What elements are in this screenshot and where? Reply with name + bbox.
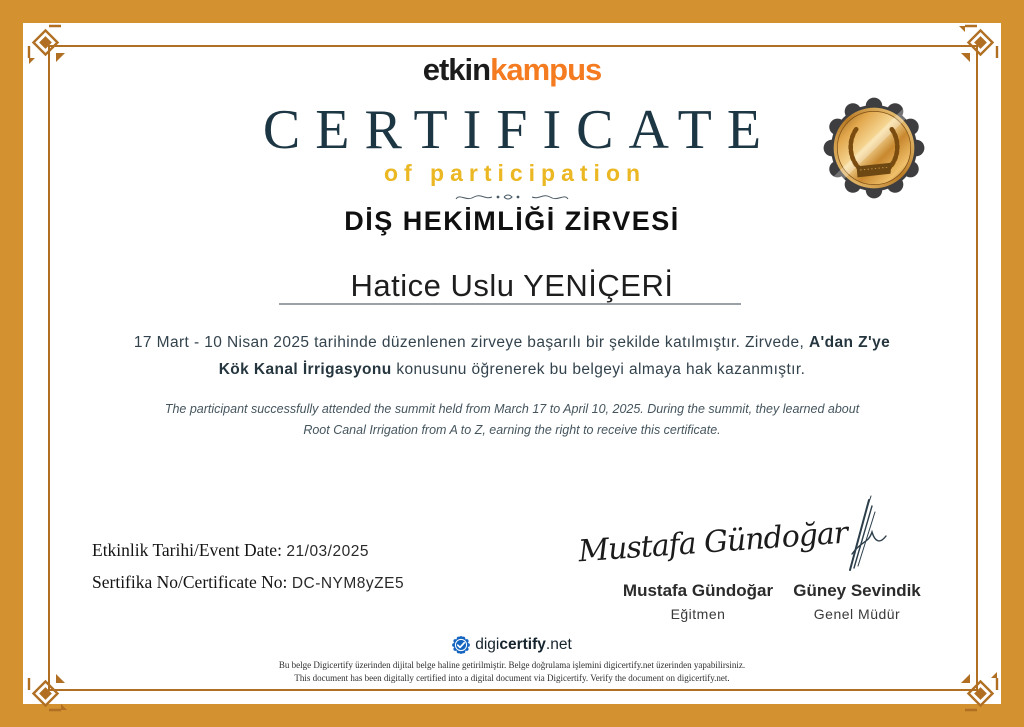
body-text-english: The participant successfully attended the summit held from March 17 to April 10, 2025. During the summit, they learned about Root Canal Irrigation from A to Z, earning the right to receive this certificate. <box>164 402 860 437</box>
digicertify-net: .net <box>545 636 572 653</box>
corner-ornament-icon <box>27 668 71 712</box>
digicertify-certify: certify <box>499 636 546 653</box>
instructor-name: Mustafa Gündoğar <box>622 581 774 600</box>
participant-name: Hatice Uslu YENİÇERİ <box>350 268 674 303</box>
instructor-role: Eğitmen <box>670 606 726 622</box>
body-tr-topic: A'dan Z'ye Kök Kanal İrrigasyonu <box>218 334 891 378</box>
corner-ornament-icon <box>955 24 999 68</box>
event-date-value: 21/03/2025 <box>286 543 369 560</box>
digicertify-digi: digi <box>475 636 500 653</box>
corner-ornament-icon <box>955 668 999 712</box>
brand-logo-etkin: etkin <box>422 52 491 87</box>
certificate-no-value: DC-NYM8yZE5 <box>291 575 405 592</box>
inner-frame-line <box>48 45 978 691</box>
certificate-title: CERTIFICATE <box>262 99 777 161</box>
body-tr-part2: konusunu öğrenerek bu belgeyi almaya hak kazanmıştır. <box>391 361 806 378</box>
director-role: Genel Müdür <box>813 606 901 622</box>
instructor-signature: Mustafa Gündoğar <box>577 515 849 570</box>
fineprint-turkish: Bu belge Digicertify üzerinden dijital belge haline getirilmiştir. Belge doğrulama işlemini digicertify.net üzerinden yapabilirsiniz. <box>278 660 746 670</box>
body-tr-part1: 17 Mart - 10 Nisan 2025 tarihinde düzenlenen zirveye başarılı bir şekilde katılmıştır. Zirvede, <box>133 334 809 351</box>
director-name: Güney Sevindik <box>793 581 921 600</box>
brand-logo-kampus: kampus <box>490 52 602 87</box>
fineprint-english: This document has been digitally certified into a digital document via Digicertify. Verify the document on digicertify.net. <box>294 673 730 683</box>
corner-ornament-icon <box>27 24 71 68</box>
event-title: DİŞ HEKİMLİĞİ ZİRVESİ <box>344 206 680 236</box>
certificate-subtitle: of participation <box>383 160 647 186</box>
event-date-label: Etkinlik Tarihi/Event Date: <box>92 540 282 560</box>
certificate-no-label: Sertifika No/Certificate No: <box>92 572 288 592</box>
